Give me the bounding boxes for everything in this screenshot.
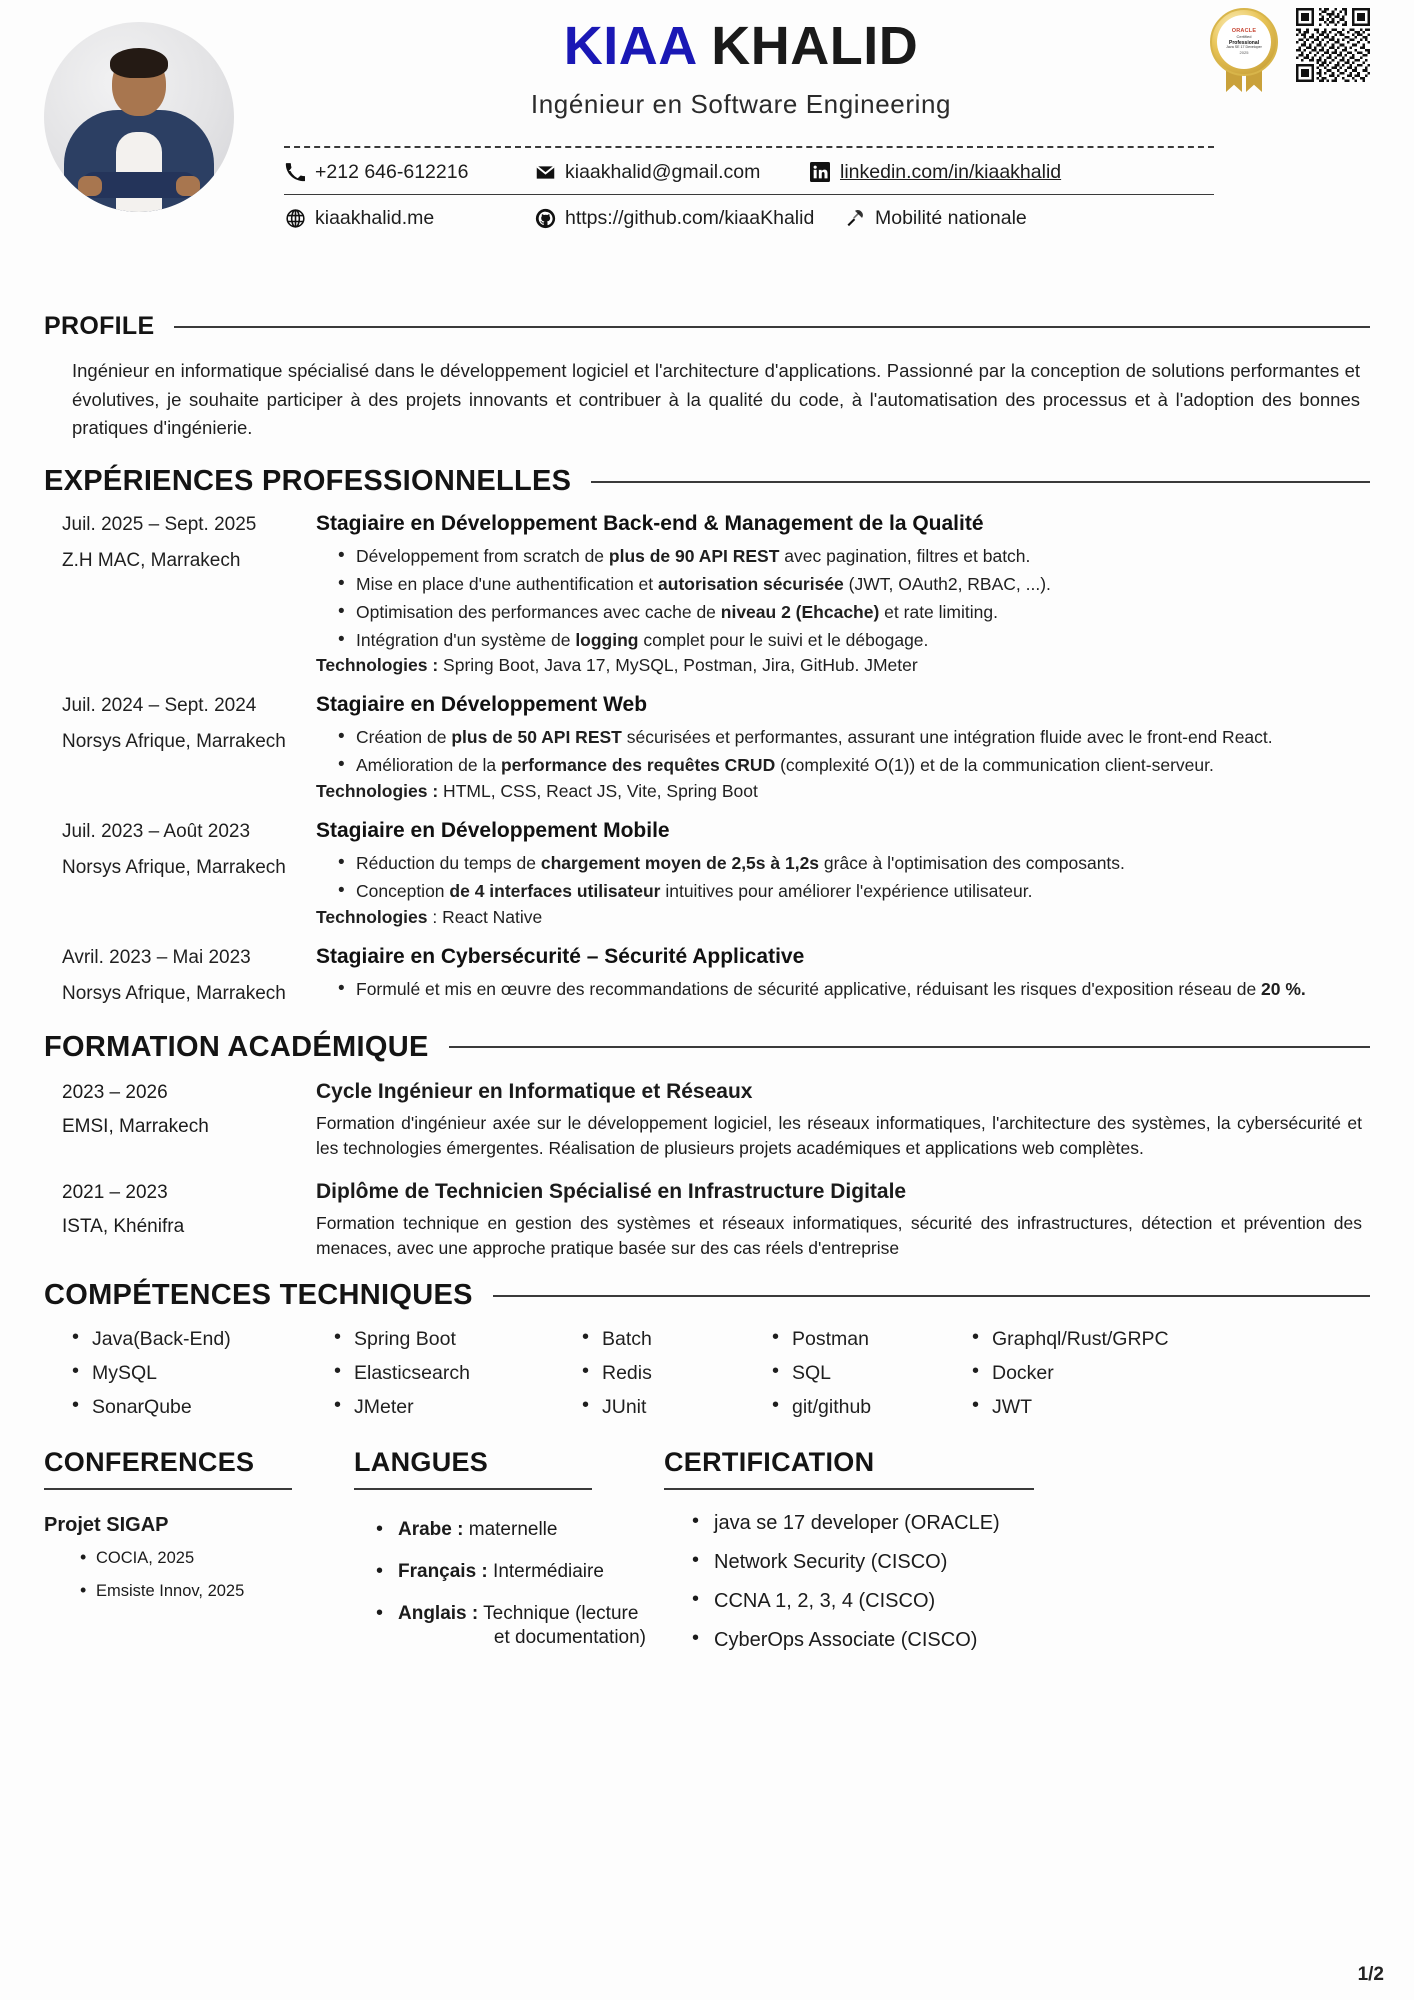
languages-column: [354, 1447, 654, 1668]
experience-item: [44, 512, 1370, 676]
badge-line-1: ORACLE: [1231, 27, 1257, 34]
badge-circle: [1210, 8, 1278, 76]
languages-rule: [354, 1488, 592, 1490]
certification-rule: [664, 1488, 1034, 1490]
experience-bullet: • Conception de 4 interfaces utilisateur intuitives pour améliorer l'expérience utilisateur.: [340, 879, 1362, 904]
email-icon: [534, 161, 556, 183]
photo-hair-shape: [110, 48, 168, 78]
experience-bullet: • Création de plus de 50 API REST sécurisées et performantes, assurant une intégration fluide avec le front-end React.: [340, 725, 1362, 750]
experience-bullet: • Amélioration de la performance des requêtes CRUD (complexité O(1)) et de la communication client-serveur.: [340, 753, 1362, 778]
profile-title: PROFILE: [44, 312, 155, 340]
skills-section-header: [44, 1279, 1370, 1312]
experience-date: Juil. 2024 – Sept. 2024: [62, 695, 257, 717]
contact-phone[interactable]: [284, 161, 534, 184]
experience-meta: [44, 693, 316, 802]
contact-row-2: [284, 207, 1214, 230]
education-description: Formation d'ingénieur axée sur le développement logiciel, les réseaux informatiques, l'architecture des systèmes, la cybersécurité et les technologies émergentes. Réalisation de plusieurs projets académiques et applications web complètes.: [316, 1112, 1362, 1159]
certification-list: [692, 1512, 1370, 1652]
skill-item: • Docker: [966, 1362, 1370, 1385]
contact-github[interactable]: [534, 207, 844, 230]
experience-date: Avril. 2023 – Mai 2023: [62, 946, 251, 968]
education-section: [0, 1031, 1414, 1262]
qr-code-icon: [1296, 8, 1370, 82]
certification-column: [654, 1447, 1370, 1668]
experience-bullet: • Formulé et mis en œuvre des recommandations de sécurité applicative, réduisant les risques d'exposition réseau de 20 %.: [340, 977, 1362, 1002]
skill-item: • JWT: [966, 1396, 1370, 1419]
page-number: 1/2: [1357, 1964, 1384, 1985]
experience-company: Norsys Afrique, Marrakech: [62, 982, 286, 1004]
contact-linkedin[interactable]: [809, 161, 1061, 184]
experience-meta: [44, 512, 316, 676]
experience-role: Stagiaire en Développement Mobile: [316, 819, 670, 843]
experience-bullets: [340, 544, 1362, 652]
profile-text: Ingénieur en informatique spécialisé dans le développement logiciel et l'architecture d'applications. Passionné par la conception de solutions performantes et évolutives, je souhaite participer à des projets innovants et contribuer à la qualité du code, à l'automatisation des processus et à l'adoption des bonnes pratiques d'ingénierie.: [72, 360, 1360, 439]
skill-item: • JMeter: [328, 1396, 576, 1419]
experience-role: Stagiaire en Cybersécurité – Sécurité Applicative: [316, 944, 805, 968]
experience-technologies: Technologies : HTML, CSS, React JS, Vite, Spring Boot: [316, 781, 758, 802]
education-section-header: [44, 1031, 1370, 1064]
page-title: [262, 18, 1370, 75]
experience-section-header: [44, 465, 1370, 498]
experience-bullets: [340, 725, 1362, 778]
experience-date: Juil. 2025 – Sept. 2025: [62, 514, 257, 536]
experience-bullets: [340, 977, 1362, 1002]
contact-row-1: [284, 161, 1214, 184]
skill-item: • Java(Back-End): [66, 1328, 328, 1351]
experience-company: Norsys Afrique, Marrakech: [62, 731, 286, 753]
experience-body: [316, 819, 1370, 928]
experience-body: [316, 693, 1370, 802]
conference-item: • Emsiste Innov, 2025: [80, 1582, 354, 1601]
education-meta: [44, 1080, 316, 1162]
skill-item: • Postman: [766, 1328, 966, 1351]
language-item: • Arabe : maternelle: [376, 1518, 654, 1543]
certification-item: • Network Security (CISCO): [692, 1551, 1370, 1574]
first-name: KIAA: [563, 16, 696, 76]
solid-divider: [284, 194, 1214, 195]
language-item: • Français : Intermédiaire: [376, 1560, 654, 1585]
skills-grid: [66, 1328, 1370, 1419]
section-rule: [493, 1295, 1370, 1297]
education-description: Formation technique en gestion des systèmes et réseaux informatiques, sécurité des infrastructures, détection et prévention des menaces, avec une approche pratique basée sur des cas réels d'entreprise: [316, 1212, 1362, 1258]
section-rule: [449, 1046, 1370, 1048]
globe-icon: [284, 207, 306, 229]
profile-photo-container: [44, 14, 244, 212]
skill-item: • Redis: [576, 1362, 766, 1385]
skill-item: • Graphql/Rust/GRPC: [966, 1328, 1370, 1351]
bottom-columns: [0, 1447, 1414, 1668]
resume-header: [0, 0, 1414, 290]
experience-bullet: • Optimisation des performances avec cache de niveau 2 (Ehcache) et rate limiting.: [340, 600, 1362, 625]
experience-bullet: • Développement from scratch de plus de 90 API REST avec pagination, filtres et batch.: [340, 544, 1362, 569]
education-item: [44, 1080, 1370, 1162]
education-title: FORMATION ACADÉMIQUE: [44, 1030, 429, 1063]
contact-box: [284, 146, 1214, 230]
contact-linkedin-text: linkedin.com/in/kiaakhalid: [840, 160, 1062, 183]
skill-item: • Batch: [576, 1328, 766, 1351]
profile-section-header: [44, 312, 1370, 341]
experience-bullets: [340, 851, 1362, 904]
phone-icon: [284, 161, 306, 183]
education-date: 2023 – 2026: [62, 1081, 168, 1103]
contact-mobility-text: Mobilité nationale: [875, 206, 1027, 229]
badge-inner: [1217, 15, 1271, 69]
contact-mobility: [844, 207, 1027, 230]
certification-item: • CCNA 1, 2, 3, 4 (CISCO): [692, 1590, 1370, 1613]
education-school: EMSI, Marrakech: [62, 1115, 209, 1137]
photo-hand-right: [176, 176, 200, 196]
experience-section: [0, 465, 1414, 1005]
contact-phone-text: +212 646-612216: [315, 160, 469, 183]
skill-item: • SQL: [766, 1362, 966, 1385]
conferences-title: CONFERENCES: [44, 1447, 255, 1478]
photo-hand-left: [78, 176, 102, 196]
oracle-certification-badge: [1206, 8, 1282, 94]
experience-list: [44, 512, 1370, 1005]
experience-title: EXPÉRIENCES PROFESSIONNELLES: [44, 465, 572, 498]
experience-company: Z.H MAC, Marrakech: [62, 550, 241, 572]
experience-meta: [44, 945, 316, 1005]
header-badges: [1206, 8, 1370, 94]
experience-meta: [44, 819, 316, 928]
experience-item: [44, 945, 1370, 1005]
experience-bullet: • Intégration d'un système de logging complet pour le suivi et le débogage.: [340, 628, 1362, 653]
certification-title: CERTIFICATION: [664, 1447, 875, 1478]
languages-title: LANGUES: [354, 1447, 489, 1478]
dashed-divider: [284, 146, 1214, 148]
badge-line-4: Java SE 17 Developer: [1226, 45, 1262, 50]
experience-technologies: Technologies : Spring Boot, Java 17, MySQL, Postman, Jira, GitHub. JMeter: [316, 655, 918, 676]
skill-item: • Spring Boot: [328, 1328, 576, 1351]
experience-date: Juil. 2023 – Août 2023: [62, 821, 251, 843]
skill-item: • MySQL: [66, 1362, 328, 1385]
conferences-list: [80, 1549, 354, 1601]
header-main: [244, 14, 1370, 230]
certification-item: • java se 17 developer (ORACLE): [692, 1512, 1370, 1535]
skill-item: • JUnit: [576, 1396, 766, 1419]
experience-company: Norsys Afrique, Marrakech: [62, 857, 286, 879]
github-icon: [534, 207, 556, 229]
certification-item: • CyberOps Associate (CISCO): [692, 1629, 1370, 1652]
conference-project-title: Projet SIGAP: [44, 1514, 169, 1537]
last-name: KHALID: [711, 16, 919, 76]
education-item: [44, 1180, 1370, 1262]
skill-item: • SonarQube: [66, 1396, 328, 1419]
conferences-column: [44, 1447, 354, 1668]
education-body: [316, 1180, 1370, 1262]
experience-role: Stagiaire en Développement Web: [316, 693, 648, 717]
language-item: • Anglais : Technique (lecture et documentation): [376, 1602, 654, 1651]
section-rule: [591, 481, 1370, 483]
contact-email-text: kiaakhalid@gmail.com: [565, 160, 761, 183]
education-degree: Cycle Ingénieur en Informatique et Réseaux: [316, 1079, 753, 1103]
languages-list: [376, 1518, 654, 1651]
experience-body: [316, 945, 1370, 1005]
experience-bullet: • Mise en place d'une authentification et autorisation sécurisée (JWT, OAuth2, RBAC, ...).: [340, 572, 1362, 597]
mobility-icon: [844, 207, 866, 229]
experience-body: [316, 512, 1370, 676]
badge-line-2: Certified: [1236, 33, 1252, 39]
skills-title: COMPÉTENCES TECHNIQUES: [44, 1279, 473, 1312]
job-subtitle: Ingénieur en Software Engineering: [530, 88, 952, 119]
experience-item: [44, 693, 1370, 802]
contact-website-text: kiaakhalid.me: [315, 206, 435, 229]
education-body: [316, 1080, 1370, 1162]
conference-item: • COCIA, 2025: [80, 1549, 354, 1568]
section-rule: [174, 326, 1370, 328]
education-date: 2021 – 2023: [62, 1181, 168, 1203]
badge-line-3: Professional: [1228, 39, 1259, 46]
contact-website[interactable]: [284, 207, 534, 230]
experience-role: Stagiaire en Développement Back-end & Management de la Qualité: [316, 512, 984, 536]
badge-line-5: 2025: [1239, 49, 1249, 55]
conferences-rule: [44, 1488, 292, 1490]
skill-item: • Elasticsearch: [328, 1362, 576, 1385]
education-list: [44, 1080, 1370, 1262]
experience-item: [44, 819, 1370, 928]
education-meta: [44, 1180, 316, 1262]
education-degree: Diplôme de Technicien Spécialisé en Infrastructure Digitale: [316, 1179, 907, 1203]
education-school: ISTA, Khénifra: [62, 1215, 185, 1237]
experience-bullet: • Réduction du temps de chargement moyen de 2,5s à 1,2s grâce à l'optimisation des composants.: [340, 851, 1362, 876]
profile-photo: [44, 22, 234, 212]
profile-section: [0, 312, 1414, 443]
skill-item: • git/github: [766, 1396, 966, 1419]
contact-github-text: https://github.com/kiaaKhalid: [565, 206, 815, 229]
experience-technologies: Technologies : React Native: [316, 906, 543, 927]
contact-email[interactable]: [534, 161, 809, 184]
skills-section: [0, 1279, 1414, 1419]
linkedin-icon: [809, 161, 831, 183]
